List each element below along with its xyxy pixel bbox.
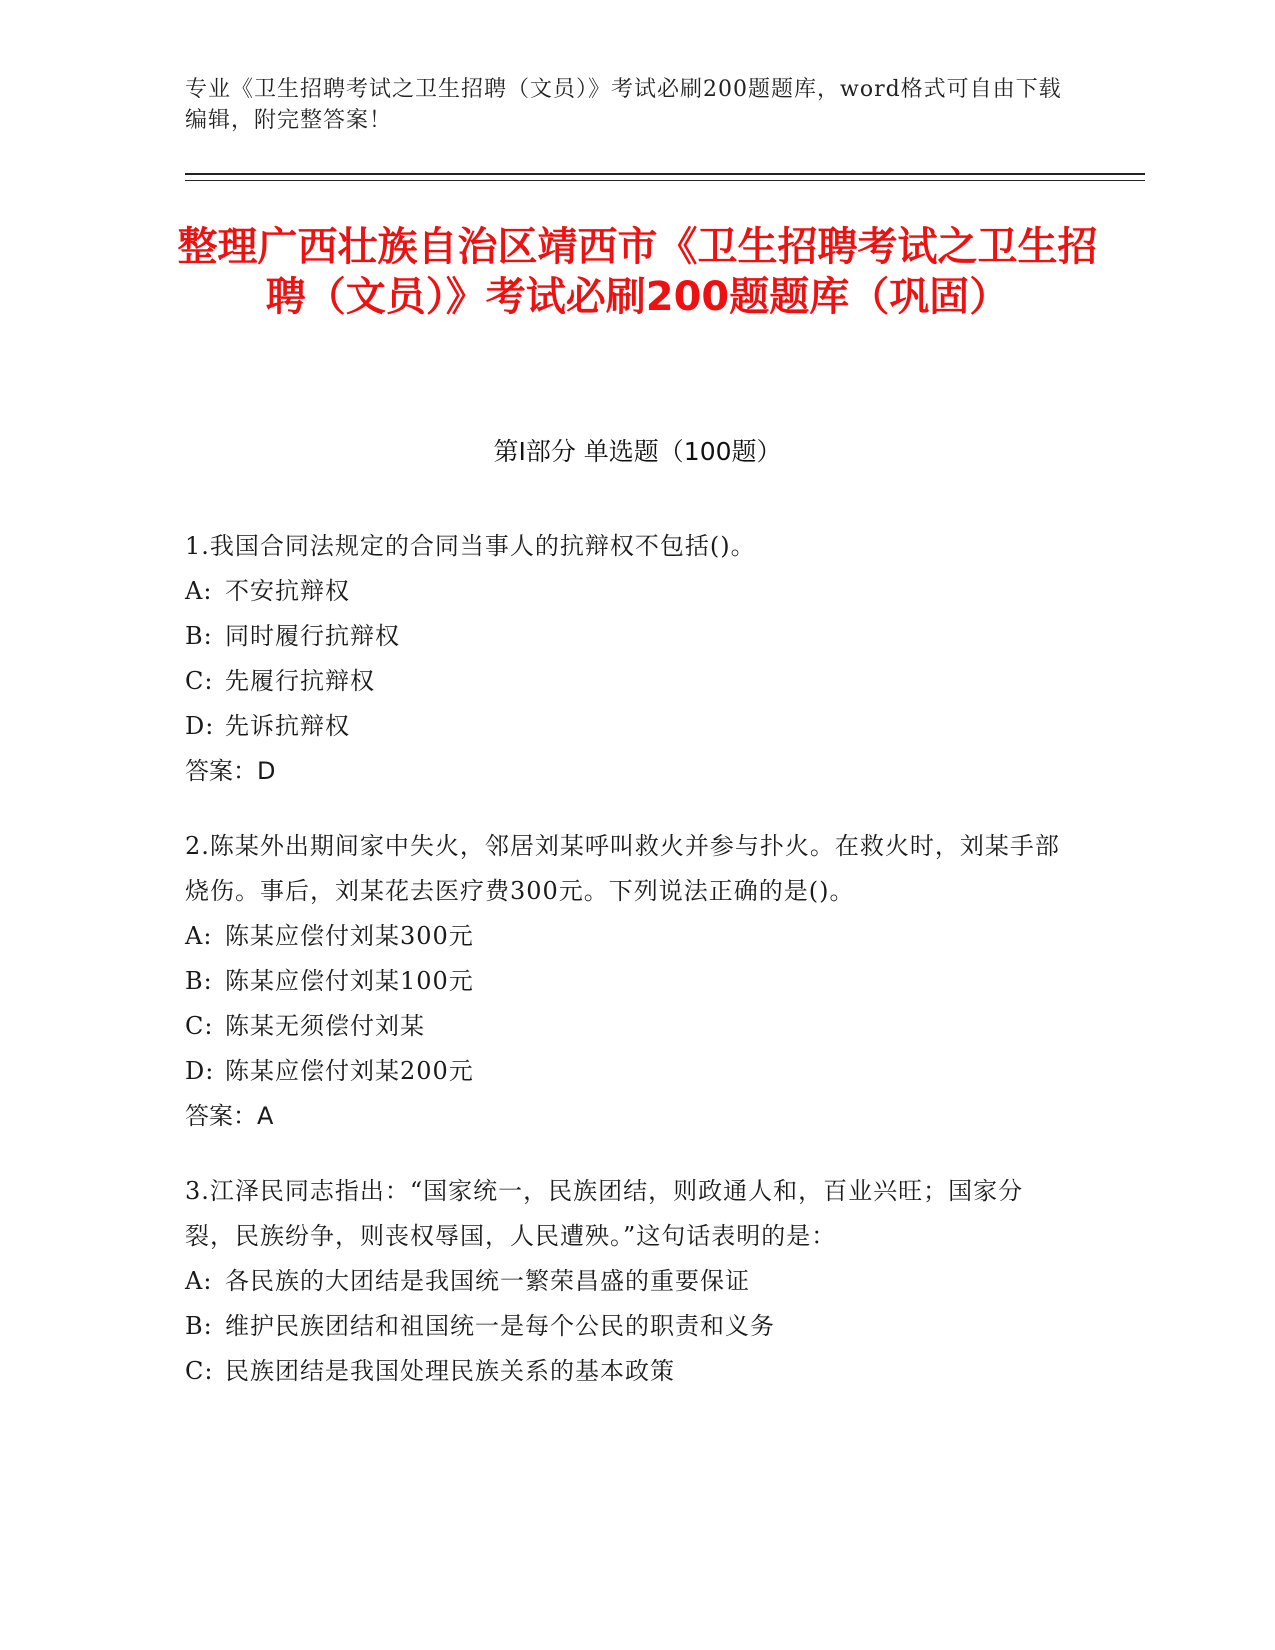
document-title: 整理广西壮族自治区靖西市《卫生招聘考试之卫生招聘（文员）》考试必刷200题题库（巩固） [177, 224, 1098, 320]
option-letter: B: [185, 967, 213, 995]
section-title: 第Ⅰ部分 单选题（100题） [493, 437, 782, 466]
option-letter: C: [185, 1012, 214, 1040]
question-1 [185, 524, 1065, 794]
option-c [185, 659, 1065, 704]
question-2 [185, 824, 1065, 1139]
option-letter: D: [185, 712, 215, 740]
answer: 答案：D [185, 757, 276, 785]
option-d [185, 1049, 1065, 1094]
option-letter: B: [185, 1312, 213, 1340]
answer: 答案：A [185, 1102, 274, 1130]
header-rule-thick [185, 173, 1145, 175]
option-text: 维护民族团结和祖国统一是每个公民的职责和义务 [225, 1312, 775, 1340]
option-text: 先履行抗辩权 [225, 667, 375, 695]
option-text: 陈某应偿付刘某300元 [225, 922, 474, 950]
option-letter: A: [185, 922, 213, 950]
option-text: 民族团结是我国处理民族关系的基本政策 [225, 1357, 675, 1385]
question-stem: 2.陈某外出期间家中失火，邻居刘某呼叫救火并参与扑火。在救火时，刘某手部烧伤。事后，刘某花去医疗费300元。下列说法正确的是()。 [185, 832, 1060, 905]
option-text: 先诉抗辩权 [225, 712, 350, 740]
option-letter: B: [185, 622, 213, 650]
option-b [185, 614, 1065, 659]
option-text: 陈某应偿付刘某100元 [225, 967, 474, 995]
option-a [185, 569, 1065, 614]
option-text: 各民族的大团结是我国统一繁荣昌盛的重要保证 [225, 1267, 750, 1295]
option-letter: C: [185, 667, 214, 695]
option-letter: A: [185, 1267, 213, 1295]
option-text: 陈某无须偿付刘某 [225, 1012, 425, 1040]
header-rule-thin [185, 180, 1145, 181]
option-a [185, 1259, 1065, 1304]
option-a [185, 914, 1065, 959]
option-letter: A: [185, 577, 213, 605]
option-c [185, 1349, 1065, 1394]
question-list [185, 524, 1065, 1424]
option-text: 同时履行抗辩权 [225, 622, 400, 650]
option-d [185, 704, 1065, 749]
option-b [185, 1304, 1065, 1349]
option-text: 陈某应偿付刘某200元 [225, 1057, 474, 1085]
question-stem: 3.江泽民同志指出：“国家统一，民族团结，则政通人和，百业兴旺；国家分裂，民族纷争，则丧权辱国，人民遭殃。”这句话表明的是： [185, 1177, 1024, 1250]
option-c [185, 1004, 1065, 1049]
option-text: 不安抗辩权 [225, 577, 350, 605]
question-3 [185, 1169, 1065, 1394]
header-note: 专业《卫生招聘考试之卫生招聘（文员）》考试必刷200题题库，word格式可自由下载编辑，附完整答案！ [185, 77, 1062, 133]
option-letter: C: [185, 1357, 214, 1385]
option-letter: D: [185, 1057, 215, 1085]
question-stem: 1.我国合同法规定的合同当事人的抗辩权不包括()。 [185, 532, 756, 560]
option-b [185, 959, 1065, 1004]
